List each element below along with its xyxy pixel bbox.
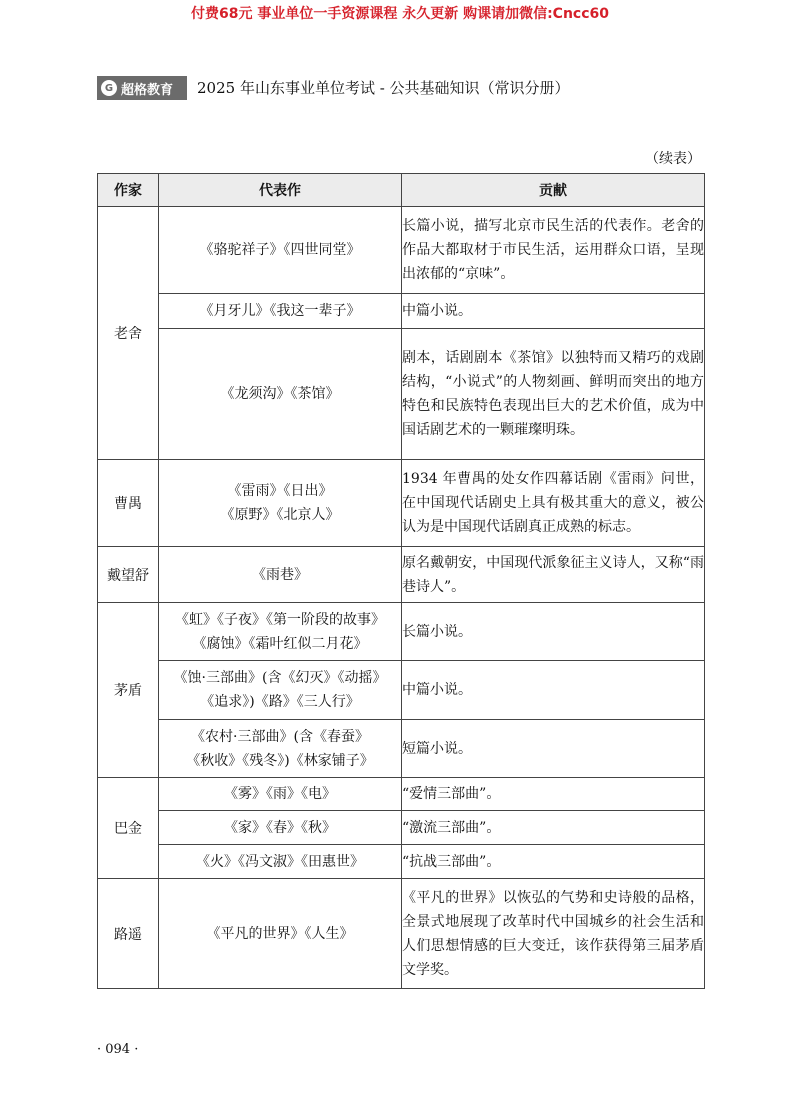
author-cell: 茅盾 bbox=[98, 603, 159, 778]
work-title: 《追求》)《路》《三人行》 bbox=[200, 694, 360, 710]
author-cell: 曹禺 bbox=[98, 460, 159, 547]
contribution-cell: 长篇小说，描写北京市民生活的代表作。老舍的作品大都取材于市民生活，运用群众口语，呈现出浓郁的“京味”。 bbox=[402, 207, 705, 294]
author-cell: 老舍 bbox=[98, 207, 159, 460]
work-title: 《月牙儿》《我这一辈子》 bbox=[199, 303, 361, 319]
work-title: 《虹》《子夜》《第一阶段的故事》 bbox=[175, 611, 385, 628]
document-title: 2025 年山东事业单位考试 - 公共基础知识（常识分册） bbox=[197, 79, 570, 97]
works-cell bbox=[159, 547, 402, 603]
work-title: 《雷雨》《日出》 bbox=[227, 483, 333, 499]
table-row bbox=[98, 329, 705, 460]
authors-table bbox=[97, 173, 705, 989]
works-cell bbox=[159, 811, 402, 845]
table-row bbox=[98, 811, 705, 845]
column-header-contribution: 贡献 bbox=[402, 174, 705, 207]
contribution-cell: 《平凡的世界》以恢弘的气势和史诗般的品格，全景式地展现了改革时代中国城乡的社会生活和人们思想情感的巨大变迁，该作获得第三届茅盾文学奖。 bbox=[402, 879, 705, 989]
table-row bbox=[98, 879, 705, 989]
work-title: 《秋收》《残冬》)《林家铺子》 bbox=[186, 752, 374, 769]
page-number: · 094 · bbox=[97, 1042, 139, 1057]
contribution-cell: 原名戴朝安，中国现代派象征主义诗人，又称“雨巷诗人”。 bbox=[402, 547, 705, 603]
brand-logo bbox=[97, 76, 187, 100]
works-cell bbox=[159, 661, 402, 720]
contribution-cell: “激流三部曲”。 bbox=[402, 811, 705, 845]
table-row bbox=[98, 720, 705, 778]
watermark-banner: 付费68元 事业单位一手资源课程 永久更新 购课请加微信:Cncc60 bbox=[190, 6, 610, 22]
author-cell: 路遥 bbox=[98, 879, 159, 989]
work-title: 《骆驼祥子》《四世同堂》 bbox=[199, 242, 361, 258]
table-row bbox=[98, 778, 705, 811]
table-row bbox=[98, 547, 705, 603]
work-title: 《家》《春》《秋》 bbox=[224, 819, 336, 836]
contribution-cell: 短篇小说。 bbox=[402, 720, 705, 778]
contribution-cell: 中篇小说。 bbox=[402, 294, 705, 329]
work-title: 《雨巷》 bbox=[252, 566, 308, 583]
work-title: 《腐蚀》《霜叶红似二月花》 bbox=[192, 635, 368, 652]
work-title: 《龙须沟》《茶馆》 bbox=[220, 386, 340, 402]
works-cell bbox=[159, 207, 402, 294]
works-cell bbox=[159, 879, 402, 989]
table-row bbox=[98, 460, 705, 547]
column-header-author: 作家 bbox=[98, 174, 159, 207]
contribution-cell: 剧本，话剧剧本《茶馆》以独特而又精巧的戏剧结构，“小说式”的人物刻画、鲜明而突出的地方特色和民族特色表现出巨大的艺术价值，成为中国话剧艺术的一颗璀璨明珠。 bbox=[402, 329, 705, 460]
work-title: 《蚀·三部曲》(含《幻灭》《动摇》 bbox=[173, 670, 387, 686]
works-cell bbox=[159, 460, 402, 547]
column-header-works: 代表作 bbox=[159, 174, 402, 207]
author-cell: 戴望舒 bbox=[98, 547, 159, 603]
work-title: 《原野》《北京人》 bbox=[220, 507, 340, 523]
continued-label: （续表） bbox=[645, 151, 701, 167]
work-title: 《农村·三部曲》(含《春蚕》 bbox=[191, 728, 369, 745]
works-cell bbox=[159, 845, 402, 879]
table-row bbox=[98, 661, 705, 720]
works-cell bbox=[159, 603, 402, 661]
author-cell: 巴金 bbox=[98, 778, 159, 879]
contribution-cell: 1934 年曹禺的处女作四幕话剧《雷雨》问世，在中国现代话剧史上具有极其重大的意义，被公认为是中国现代话剧真正成熟的标志。 bbox=[402, 460, 705, 547]
works-cell bbox=[159, 329, 402, 460]
table-row bbox=[98, 294, 705, 329]
work-title: 《雾》《雨》《电》 bbox=[224, 786, 336, 802]
contribution-cell: 中篇小说。 bbox=[402, 661, 705, 720]
table-header-row bbox=[98, 174, 705, 207]
page-header bbox=[97, 75, 570, 101]
work-title: 《平凡的世界》《人生》 bbox=[206, 925, 354, 942]
table-row bbox=[98, 603, 705, 661]
table-row bbox=[98, 207, 705, 294]
contribution-cell: “爱情三部曲”。 bbox=[402, 778, 705, 811]
brand-name: 超格教育 bbox=[121, 82, 174, 98]
circle-g-logo-icon: G bbox=[101, 80, 117, 96]
works-cell bbox=[159, 778, 402, 811]
works-cell bbox=[159, 294, 402, 329]
contribution-cell: “抗战三部曲”。 bbox=[402, 845, 705, 879]
work-title: 《火》《冯文淑》《田惠世》 bbox=[196, 853, 364, 870]
works-cell bbox=[159, 720, 402, 778]
contribution-cell: 长篇小说。 bbox=[402, 603, 705, 661]
table-row bbox=[98, 845, 705, 879]
